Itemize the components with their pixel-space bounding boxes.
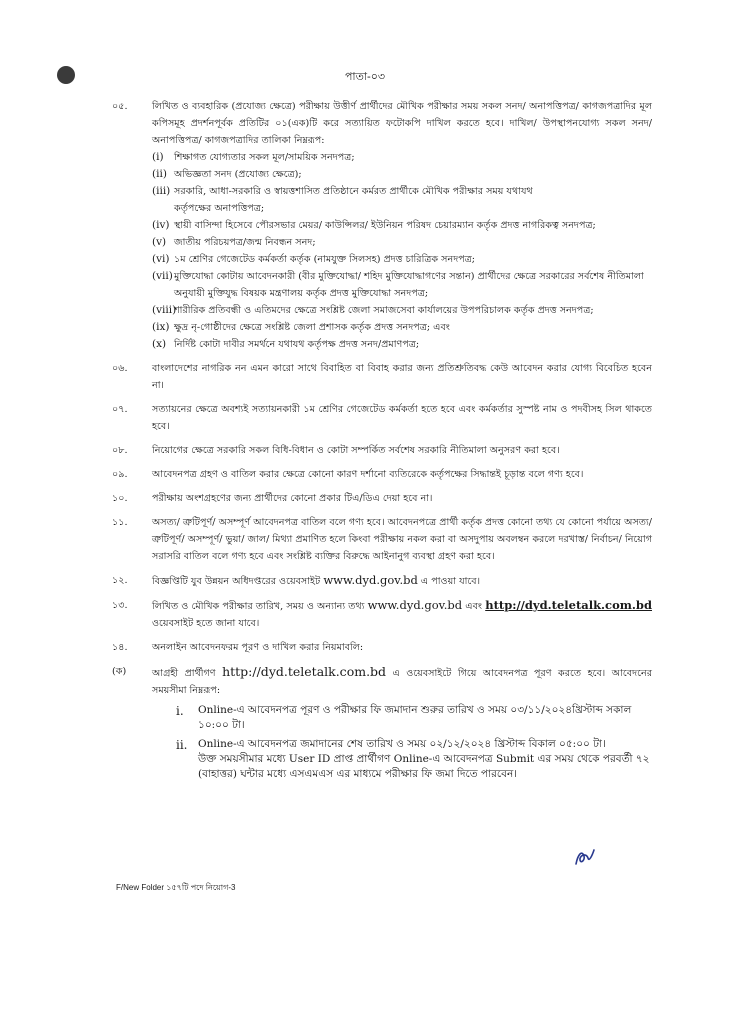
list-number: (ix) [152, 321, 170, 333]
clause-number: ০৭. [112, 404, 128, 415]
signature-mark [572, 844, 598, 870]
clause-number: ১২. [112, 575, 128, 586]
list-number: (ii) [152, 168, 167, 180]
clause-05 [112, 98, 652, 353]
clause-08 [112, 442, 652, 459]
clause-11 [112, 514, 652, 565]
clause-text-pre: লিখিত ও মৌখিক পরীক্ষার তারিখ, সময় ও অন্যান্য তথ্য [152, 601, 368, 612]
clause-number: ০৮. [112, 445, 128, 456]
list-number: (vi) [152, 253, 170, 265]
list-text: Online-এ আবেদনপত্র জমাদানের শেষ তারিখ ও সময় ০২/১২/২০২৪ খ্রিস্টাব্দ বিকাল ০৫:০০ টা। [198, 738, 606, 750]
list-text: স্থায়ী বাসিন্দা হিসেবে পৌরসভার মেয়র/ কাউন্সিলর/ ইউনিয়ন পরিষদ চেয়ারম্যান কর্তৃক প্রদত্ত নাগরিকত্ব সনদপত্র; [174, 220, 596, 231]
list-text: শারীরিক প্রতিবন্ধী ও এতিমদের ক্ষেত্রে সংশ্লিষ্ট জেলা সমাজসেবা কার্যালয়ের উপপরিচালক কর্তৃক প্রদত্ত সনদপত্র; [174, 305, 594, 316]
document-list [152, 149, 652, 353]
list-text: Online-এ আবেদনপত্র পূরণ ও পরীক্ষার ফি জমাদান শুরুর তারিখ ও সময় ০৩/১১/২০২৪খ্রিস্টাব্দ সকাল ১০:০০ টা। [198, 704, 632, 731]
clause-06 [112, 360, 652, 394]
list-item [152, 319, 652, 336]
teletalk-link[interactable]: http://dyd.teletalk.com.bd [485, 598, 652, 612]
clause-text-post: এ পাওয়া যাবে। [417, 576, 480, 587]
list-text: নির্দিষ্ট কোটা দাবীর সমর্থনে যথাযথ কর্তৃপক্ষ প্রদত্ত সনদ/প্রমাণপত্র; [174, 339, 420, 350]
list-text: ক্ষুদ্র নৃ-গোষ্ঠীদের ক্ষেত্রে সংশ্লিষ্ট জেলা প্রশাসক কর্তৃক প্রদত্ত সনদপত্র; এবং [174, 322, 450, 333]
clause-13 [112, 597, 652, 632]
clause-text: অনলাইন আবেদনফরম পূরণ ও দাখিল করার নিয়মাবলি: [152, 642, 364, 653]
list-number: (x) [152, 338, 167, 350]
list-item [176, 703, 652, 733]
list-item [152, 234, 652, 251]
list-number: (viii) [152, 304, 177, 316]
clause-number: ১১. [112, 517, 128, 528]
clause-text [152, 597, 652, 632]
clause-number: (ক) [112, 666, 127, 677]
document-body [112, 98, 652, 789]
list-text-block [198, 737, 652, 782]
list-number: (v) [152, 236, 167, 248]
list-note: উক্ত সময়সীমার মধ্যে User ID প্রাপ্ত প্রার্থীগণ Online-এ আবেদনপত্র Submit এর সময় থেকে পরবর্তী ৭২ (বাহাত্তর) ঘন্টার মধ্যে এসএমএস এর মাধ্যমে পরীক্ষার ফি জমা দিতে পারবেন। [198, 753, 650, 780]
list-item [152, 268, 652, 302]
clause-text: পরীক্ষায় অংশগ্রহণের জন্য প্রার্থীদের কোনো প্রকার টিএ/ডিএ দেয়া হবে না। [152, 493, 433, 504]
list-text: সরকারি, আধা-সরকারি ও স্বায়ত্তশাসিত প্রতিষ্ঠানে কর্মরত প্রার্থীকে মৌখিক পরীক্ষার সময় যথাযথ [174, 186, 533, 197]
clause-text-pre: বিজ্ঞপ্তিটি যুব উন্নয়ন অধিদপ্তরের ওয়েবসাইট [152, 576, 324, 587]
list-number: (iv) [152, 219, 170, 231]
page-label: পাতা-০৩ [344, 70, 386, 83]
clause-text: আবেদনপত্র গ্রহণ ও বাতিল করার ক্ষেত্রে কোনো কারণ দর্শানো ব্যতিরেকে কর্তৃপক্ষের সিদ্ধান্তই চূড়ান্ত বলে গণ্য হবে। [152, 469, 584, 480]
clause-text [152, 663, 652, 699]
clause-number: ০৯. [112, 469, 128, 480]
clause-number: ১০. [112, 493, 128, 504]
list-item [152, 302, 652, 319]
deadline-list [176, 703, 652, 782]
clause-12 [112, 572, 652, 590]
clause-text-mid: এবং [462, 601, 486, 612]
clause-ka [112, 663, 652, 782]
clause-text: অসত্য/ ত্রুটিপূর্ণ/ অসম্পূর্ণ আবেদনপত্র বাতিল বলে গণ্য হবে। আবেদনপত্রে প্রার্থী কর্তৃক প্রদত্ত কোনো তথ্য যে কোনো পর্যায়ে অসত্য/ ত্রুটিপূর্ণ/ অসম্পূর্ণ/ ভুয়া/ জাল/ মিথ্যা প্রমাণিত হলে কিংবা পরীক্ষায় নকল করা বা অসদুপায় অবলম্বন করলে দরখাস্ত/ নির্বাচন/ নিয়োগ সরাসরি বাতিল বলে গণ্য হবে এবং সংশ্লিষ্ট ব্যক্তির বিরুদ্ধে আইনানুগ ব্যবস্থা গ্রহণ করা হবে। [152, 517, 652, 562]
list-number: (i) [152, 151, 164, 163]
list-item [152, 217, 652, 234]
clause-text: নিয়োগের ক্ষেত্রে সরকারি সকল বিধি-বিধান ও কোটা সম্পর্কিত সর্বশেষ সরকারি নীতিমালা অনুসরণ করা হবে। [152, 445, 560, 456]
clause-14 [112, 639, 652, 656]
list-item [152, 149, 652, 166]
list-item [152, 166, 652, 183]
clause-text: সত্যায়নের ক্ষেত্রে অবশ্যই সত্যায়নকারী ১ম শ্রেণির গেজেটেড কর্মকর্তা হতে হবে এবং কর্মকর্তার সুস্পষ্ট নাম ও পদবীসহ সিল থাকতে হবে। [152, 404, 652, 432]
clause-text-post: এ ওয়েবসাইটে গিয়ে আবেদনপত্র পূরণ করতে হবে। আবেদনের সময়সীমা নিম্নরূপ: [152, 668, 652, 696]
clause-number: ১৩. [112, 600, 128, 611]
list-item [176, 737, 652, 782]
list-continuation: কর্তৃপক্ষের অনাপত্তিপত্র; [174, 203, 265, 214]
clause-number: ০৫. [112, 101, 128, 112]
list-item [152, 336, 652, 353]
website-link[interactable]: www.dyd.gov.bd [367, 598, 463, 612]
clause-text: বাংলাদেশের নাগরিক নন এমন কারো সাথে বিবাহিত বা বিবাহ করার জন্য প্রতিশ্রুতিবদ্ধ কেউ আবেদন করার যোগ্য বিবেচিত হবেন না। [152, 363, 652, 391]
list-number: ii. [176, 738, 188, 752]
list-text: শিক্ষাগত যোগ্যতার সকল মূল/সাময়িক সনদপত্র; [174, 152, 355, 163]
footer-path: F/New Folder ১৫৭টি পদে নিয়োগ-3 [116, 883, 236, 892]
clause-07 [112, 401, 652, 435]
clause-text-post: ওয়েবসাইট হতে জানা যাবে। [152, 618, 260, 629]
list-text: ১ম শ্রেণির গেজেটেড কর্মকর্তা কর্তৃক (নামযুক্ত সিলসহ) প্রদত্ত চারিত্রিক সনদপত্র; [174, 254, 476, 265]
list-number: i. [176, 704, 184, 718]
list-item [152, 183, 652, 200]
list-text: অভিজ্ঞতা সনদ (প্রযোজ্য ক্ষেত্রে); [174, 169, 302, 180]
website-link[interactable]: www.dyd.gov.bd [323, 573, 418, 587]
clause-09 [112, 466, 652, 483]
clause-text-pre: আগ্রহী প্রার্থীগণ [152, 668, 223, 679]
list-number: (vii) [152, 270, 173, 282]
list-text: মুক্তিযোদ্ধা কোটায় আবেদনকারী (বীর মুক্তিযোদ্ধা/ শহিদ মুক্তিযোদ্ধাগণের সন্তান) প্রার্থীদের ক্ষেত্রে সরকারের সর্বশেষ নীতিমালা অনুযায়ী মুক্তিযুদ্ধ বিষয়ক মন্ত্রণালয় কর্তৃক প্রদত্ত মুক্তিযোদ্ধা সনদপত্র; [174, 271, 644, 299]
clause-text [152, 572, 652, 590]
list-text: জাতীয় পরিচয়পত্র/জন্ম নিবন্ধন সনদ; [174, 237, 316, 248]
clause-text: লিখিত ও ব্যবহারিক (প্রযোজ্য ক্ষেত্রে) পরীক্ষায় উত্তীর্ণ প্রার্থীদের মৌখিক পরীক্ষার সময় সকল সনদ/ অনাপত্তিপত্র/ কাগজপত্রাদির মূল কপিসমূহ প্রদর্শনপূর্বক প্রতিটির ০১(এক)টি করে সত্যায়িত ফটোকপি দাখিল করতে হবে। দাখিল/ উপস্থাপনযোগ্য সকল সনদ/ অনাপত্তিপত্র/ কাগজপত্রাদির তালিকা নিম্নরূপ: [152, 101, 652, 146]
teletalk-link[interactable]: http://dyd.teletalk.com.bd [222, 664, 387, 679]
list-item [152, 251, 652, 268]
clause-number: ১৪. [112, 642, 128, 653]
clause-number: ০৬. [112, 363, 128, 374]
list-number: (iii) [152, 185, 171, 197]
clause-10 [112, 490, 652, 507]
